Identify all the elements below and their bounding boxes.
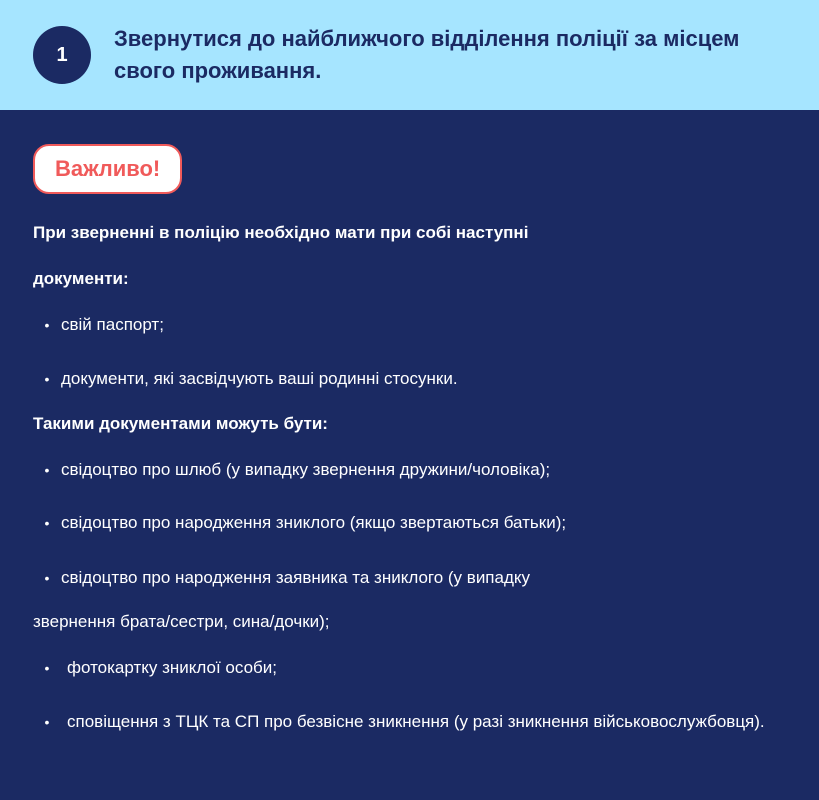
- list-item-text: фотокартку зниклої особи;: [67, 658, 277, 677]
- list-item-continuation: звернення брата/сестри, сина/дочки);: [33, 612, 330, 631]
- bullet-icon: •: [44, 462, 50, 478]
- bullet-icon: •: [44, 660, 50, 676]
- intro-line-1: При зверненні в поліцію необхідно мати при собі наступні: [33, 223, 529, 242]
- list-item: [33, 367, 786, 391]
- list-item: [33, 710, 786, 734]
- bullet-icon: •: [44, 714, 50, 730]
- list-item: [33, 511, 786, 535]
- bullet-icon: •: [44, 371, 50, 387]
- list-item-text: сповіщення з ТЦК та СП про безвісне зникнення (у разі зникнення військовослужбовця).: [67, 712, 765, 731]
- list-item: [33, 566, 786, 590]
- bullet-icon: •: [44, 317, 50, 333]
- list-item-text: документи, які засвідчують ваші родинні стосунки.: [61, 369, 458, 388]
- step-header: [0, 0, 819, 110]
- list-item: [33, 656, 786, 680]
- step-content: [0, 110, 819, 734]
- examples-heading: Такими документами можуть бути:: [33, 414, 328, 433]
- step-number-badge: 1: [33, 26, 91, 84]
- list-item-text: свідоцтво про народження зниклого (якщо звертаються батьки);: [61, 513, 567, 532]
- important-badge: Важливо!: [33, 144, 182, 194]
- bullet-icon: •: [44, 515, 50, 531]
- intro-line-2: документи:: [33, 269, 129, 288]
- list-item-text: свій паспорт;: [61, 315, 164, 334]
- list-item: [33, 313, 786, 337]
- step-title: Звернутися до найближчого відділення поліції за місцем свого проживання.: [114, 26, 740, 83]
- list-item-text: свідоцтво про народження заявника та зниклого (у випадку: [61, 568, 531, 587]
- list-item-text: свідоцтво про шлюб (у випадку звернення дружини/чоловіка);: [61, 460, 551, 479]
- list-item: [33, 458, 786, 482]
- bullet-icon: •: [44, 570, 50, 586]
